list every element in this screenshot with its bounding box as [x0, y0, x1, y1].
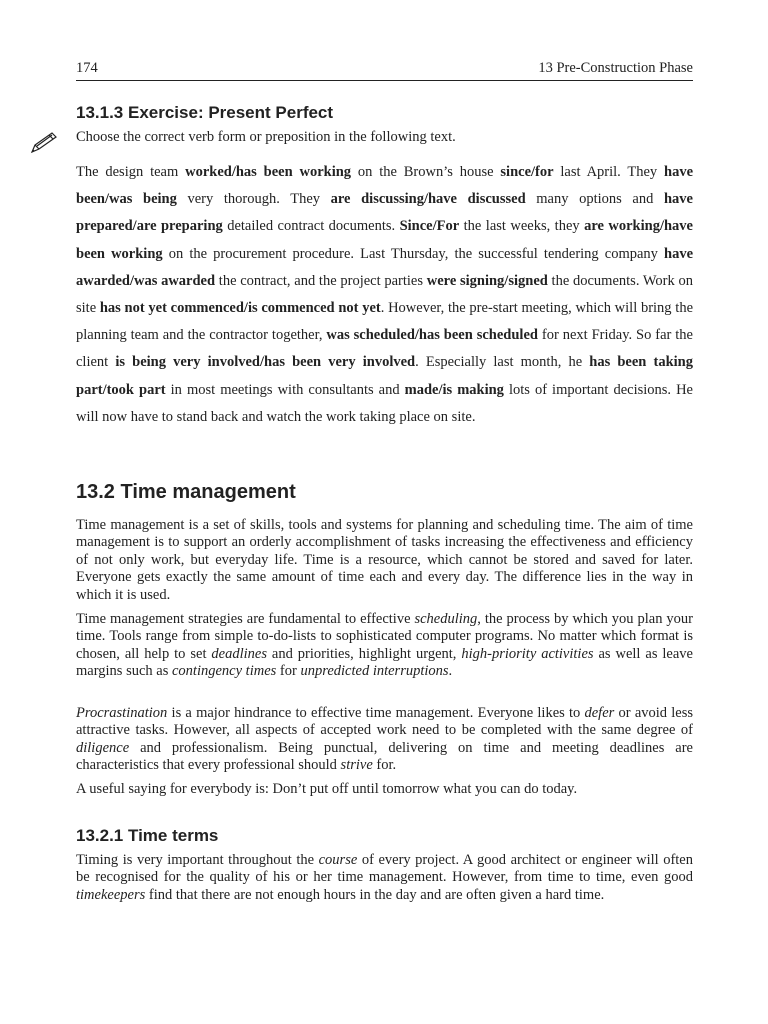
- key-term: deadlines: [211, 645, 267, 662]
- answer-choice: Since/For: [399, 218, 460, 235]
- answer-choice: has not yet commenced/is commenced not yet: [99, 300, 381, 317]
- paragraph: [76, 517, 693, 604]
- section-heading: 13.2 Time management: [76, 481, 296, 503]
- key-term: defer: [584, 705, 615, 721]
- answer-choice: was scheduled/has been scheduled: [326, 327, 538, 344]
- text-run: as well as leave margins such as: [76, 645, 693, 680]
- text-run: last April. They: [553, 164, 664, 180]
- answer-choice: worked/has been working: [185, 164, 352, 180]
- text-run: The design team: [76, 164, 186, 180]
- answer-choice: since/for: [500, 164, 554, 180]
- text-run: for: [276, 663, 301, 680]
- paragraph: [76, 781, 693, 798]
- answer-choice: have awarded/was awarded: [76, 245, 693, 289]
- text-run: detailed contract documents.: [222, 218, 400, 235]
- text-run: many options and: [525, 191, 664, 208]
- key-term: scheduling: [414, 611, 478, 627]
- key-term: strive: [340, 757, 373, 774]
- exercise-heading: 13.1.3 Exercise: Present Perfect: [76, 103, 334, 122]
- chapter-title: 13 Pre-Construction Phase: [538, 60, 693, 76]
- answer-choice: have been/was being: [76, 164, 693, 208]
- text-run: for.: [372, 757, 397, 774]
- text-run: . Especially last month, he: [415, 354, 590, 371]
- key-term: Procrastination: [76, 705, 168, 721]
- text-run: and priorities, highlight urgent,: [266, 645, 462, 662]
- text-run: for next Friday. So far the client: [76, 327, 693, 371]
- paragraph: [76, 852, 693, 904]
- text-run: .: [448, 663, 453, 680]
- text-run: , the process by which you plan your time. Tools range from simple to-do-lists to sophisticated computer programs. No matter which format is chosen, all help to set: [76, 611, 693, 662]
- key-term: timekeepers: [76, 886, 146, 903]
- answer-choice: made/is making: [404, 381, 504, 398]
- text-run: and professionalism. Being punctual, delivering on time and meeting deadlines are characteristics that every professional should: [76, 739, 693, 774]
- page-number: 174: [76, 60, 98, 76]
- text-run: Timing is very important throughout the: [76, 852, 319, 868]
- exercise-text: [76, 159, 693, 431]
- key-term: contingency times: [172, 663, 277, 680]
- text-run: Time management strategies are fundamental to effective: [76, 611, 415, 627]
- key-term: diligence: [76, 739, 130, 756]
- text-run: is a major hindrance to effective time management. Everyone likes to: [167, 705, 585, 721]
- paragraph: [76, 611, 693, 681]
- key-term: unpredicted interruptions: [300, 663, 449, 680]
- text-run: the documents. Work on site: [76, 272, 693, 317]
- text-run: Time management is a set of skills, tools and systems for planning and scheduling time. The aim of time management is to support an orderly accomplishment of tasks increasing the effectiveness and efficiency of not only work, but everyday life. Time is a resource, which cannot be stored and saved for later. Everyone gets exactly the same amount of time each and every day. The difference lies in the way in which it is used.: [76, 517, 693, 603]
- paragraph: [76, 705, 693, 775]
- text-run: or avoid less attractive tasks. However, all aspects of accepted work need to be completed with the same degree of: [76, 705, 694, 739]
- text-run: A useful saying for everybody is: Don’t put off until tomorrow what you can do today.: [76, 781, 578, 797]
- answer-choice: are discussing/have discussed: [330, 191, 526, 208]
- text-run: on the procurement procedure. Last Thursday, the successful tendering company: [162, 245, 664, 262]
- text-run: of every project. A good architect or engineer will often be recognised for the quality of his or her time management. However, from time to time, even good: [76, 852, 693, 886]
- text-run: the contract, and the project parties: [215, 272, 427, 289]
- text-run: very thorough. They: [176, 191, 331, 208]
- key-term: high-priority activities: [461, 645, 594, 662]
- text-run: find that there are not enough hours in the day and are often given a hard time.: [145, 886, 605, 903]
- text-run: the last weeks, they: [459, 218, 585, 235]
- text-run: on the Brown’s house: [351, 164, 501, 180]
- answer-choice: has been taking part/took part: [76, 354, 693, 398]
- answer-choice: are working/have been working: [76, 218, 693, 262]
- text-run: lots of important decisions. He will now have to stand back and watch the work taking place on site.: [76, 381, 693, 425]
- answer-choice: is being very involved/has been very involved: [115, 354, 416, 371]
- answer-choice: were signing/signed: [426, 272, 548, 289]
- subsection-heading: 13.2.1 Time terms: [76, 826, 219, 845]
- text-run: . However, the pre-start meeting, which will bring the planning team and the contractor together,: [76, 300, 693, 344]
- pencil-icon: [28, 130, 58, 161]
- exercise-instruction: Choose the correct verb form or preposition in the following text.: [76, 129, 456, 145]
- text-run: in most meetings with consultants and: [165, 381, 405, 398]
- running-header: [76, 60, 693, 81]
- key-term: course: [318, 852, 358, 868]
- answer-choice: have prepared/are preparing: [76, 191, 693, 235]
